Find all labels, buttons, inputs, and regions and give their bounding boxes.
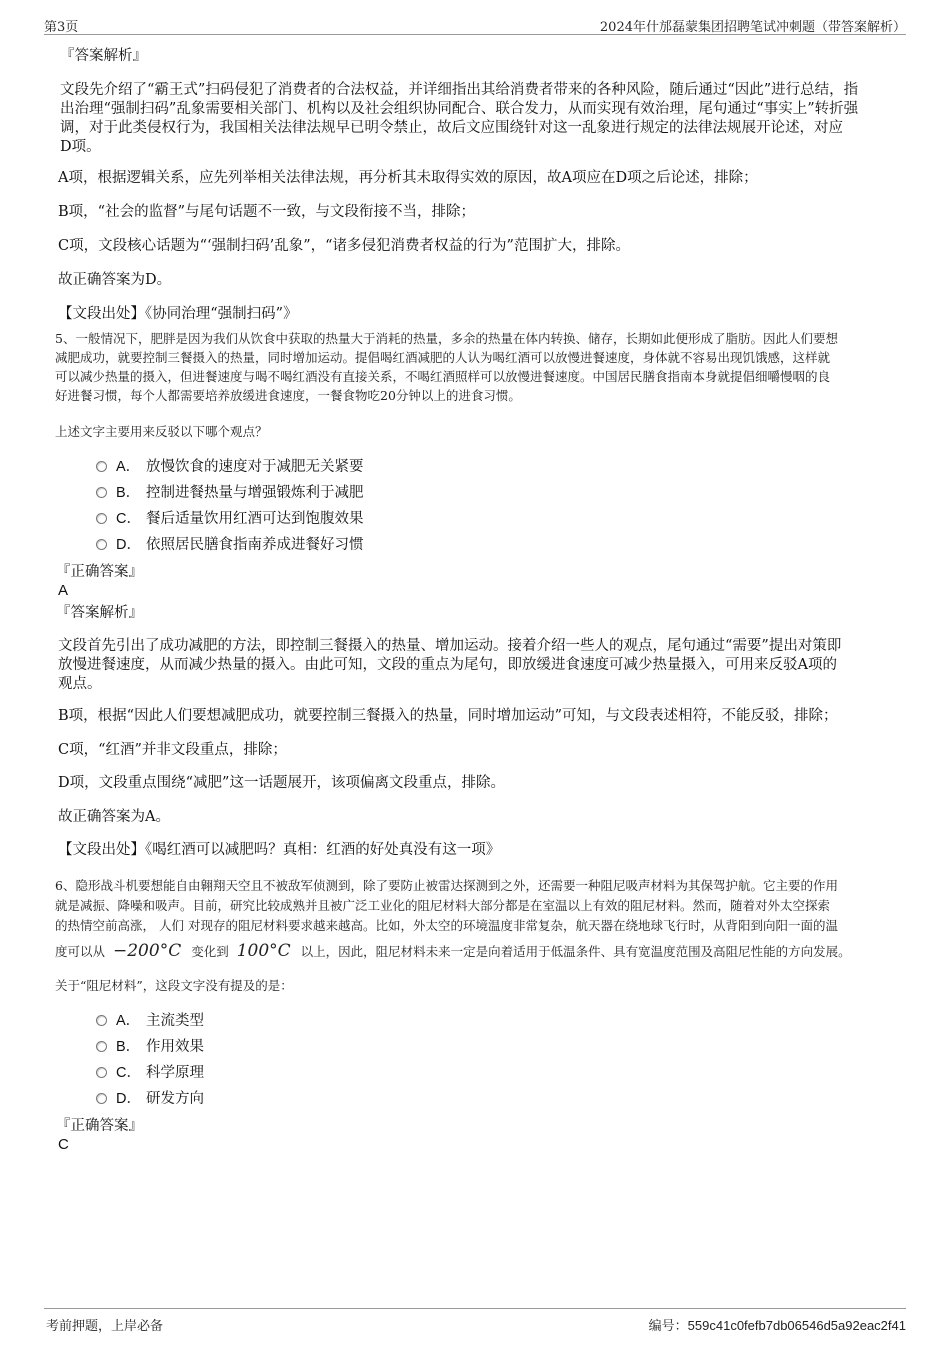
document-id: 编号：559c41c0fefb7db06546d5a92eac2f41 bbox=[648, 1318, 906, 1333]
radio-icon[interactable] bbox=[96, 513, 107, 524]
radio-icon[interactable] bbox=[96, 461, 107, 472]
prev-analysis-line-2: 出治理“强制扫码”乱象需要相关部门、机构以及社会组织协同配合、联合发力，从而实现有效治理，尾句通过“事实上”转折强 bbox=[60, 101, 859, 117]
radio-icon[interactable] bbox=[96, 487, 107, 498]
page-number: 第3页 bbox=[44, 20, 79, 35]
q5-option-a[interactable]: A． 放慢饮食的速度对于减肥无关紧要 bbox=[96, 456, 364, 478]
prev-analysis-line-3: 调，对于此类侵权行为，我国相关法律法规早已明令禁止，故后文应围绕针对这一乱象进行规定的法律法规展开论述，对应 bbox=[60, 120, 843, 136]
prev-analysis-line-4: D项。 bbox=[60, 139, 101, 155]
q5-stem-line-4: 好进餐习惯，每个人都需要培养放缓进食速度，一餐食物吃20分钟以上的进食习惯。 bbox=[55, 388, 521, 403]
q6-stem-line-1: 6、隐形战斗机要想能自由翱翔天空且不被敌军侦测到，除了要防止被雷达探测到之外，还需要一种阻尼吸声材料为其保驾护航。它主要的作用 bbox=[55, 878, 838, 893]
q5-analysis-line-3: 观点。 bbox=[58, 676, 102, 692]
q5-stem-line-3: 可以减少热量的摄入，但进餐速度与喝不喝红酒没有直接关系，不喝红酒照样可以放慢进餐速度。中国居民膳食指南本身就提倡细嚼慢咽的良 bbox=[55, 369, 831, 384]
radio-icon[interactable] bbox=[96, 1041, 107, 1052]
q6-option-a[interactable]: A． 主流类型 bbox=[96, 1010, 204, 1032]
radio-icon[interactable] bbox=[96, 1015, 107, 1026]
prev-option-b-analysis: B项，“社会的监督”与尾句话题不一致，与文段衔接不当，排除； bbox=[58, 204, 475, 220]
q6-option-d[interactable]: D． 研发方向 bbox=[96, 1088, 204, 1110]
q5-analysis-label: 『答案解析』 bbox=[56, 605, 143, 621]
math-temp-low: −200°C bbox=[113, 941, 182, 961]
prev-option-a-analysis: A项，根据逻辑关系，应先列举相关法律法规，再分析其未取得实效的原因，故A项应在D项之后论述，排除； bbox=[58, 170, 758, 186]
q5-answer-label: 『正确答案』 bbox=[56, 564, 143, 580]
q5-option-d[interactable]: D． 依照居民膳食指南养成进餐好习惯 bbox=[96, 534, 364, 556]
q6-stem-line-3: 的热情空前高涨， 人们 对现存的阻尼材料要求越来越高。比如，外太空的环境温度非常复杂，航天器在绕地球飞行时，从背阳到向阳一面的温 bbox=[55, 918, 838, 933]
prev-analysis-line-1: 文段先介绍了“霸王式”扫码侵犯了消费者的合法权益，并详细指出其给消费者带来的各种风险，随后通过“因此”进行总结，指 bbox=[60, 82, 859, 98]
q6-stem-line-4: 度可以从 −200°C 变化到 100°C 以上，因此，阻尼材料未来一定是向着适用于低温条件、具有宽温度范围及高阻尼性能的方向发展。 bbox=[55, 941, 851, 961]
q6-option-b[interactable]: B． 作用效果 bbox=[96, 1036, 204, 1058]
q6-option-c[interactable]: C． 科学原理 bbox=[96, 1062, 204, 1084]
footer-slogan: 考前押题，上岸必备 bbox=[46, 1319, 164, 1334]
page-header bbox=[44, 14, 906, 35]
prev-analysis-label: 『答案解析』 bbox=[60, 48, 147, 64]
q5-analysis-line-1: 文段首先引出了成功减肥的方法，即控制三餐摄入的热量、增加运动。接着介绍一些人的观点，尾句通过“需要”提出对策即 bbox=[58, 638, 842, 654]
radio-icon[interactable] bbox=[96, 1093, 107, 1104]
radio-icon[interactable] bbox=[96, 539, 107, 550]
prev-source: 【文段出处】《协同治理“强制扫码”》 bbox=[58, 306, 298, 322]
radio-icon[interactable] bbox=[96, 1067, 107, 1078]
prev-option-c-analysis: C项，文段核心话题为“‘强制扫码’乱象”，“诸多侵犯消费者权益的行为”范围扩大，排除。 bbox=[58, 238, 630, 254]
prev-conclusion: 故正确答案为D。 bbox=[58, 272, 172, 288]
q5-option-c-analysis: C项，“红酒”并非文段重点，排除； bbox=[58, 742, 287, 758]
q5-option-c[interactable]: C． 餐后适量饮用红酒可达到饱腹效果 bbox=[96, 508, 364, 530]
q5-source: 【文段出处】《喝红酒可以减肥吗？真相：红酒的好处真没有这一项》 bbox=[58, 842, 501, 858]
q5-answer: A bbox=[58, 582, 69, 599]
q5-conclusion: 故正确答案为A。 bbox=[58, 809, 170, 825]
q6-answer: C bbox=[58, 1136, 69, 1153]
q5-option-d-analysis: D项，文段重点围绕“减肥”这一话题展开，该项偏离文段重点，排除。 bbox=[58, 775, 505, 791]
q5-stem-line-1: 5、一般情况下，肥胖是因为我们从饮食中获取的热量大于消耗的热量，多余的热量在体内转换、储存，长期如此便形成了脂肪。因此人们要想 bbox=[55, 331, 838, 346]
document-title: 2024年什邡磊蒙集团招聘笔试冲刺题（带答案解析） bbox=[599, 20, 906, 35]
page-footer bbox=[44, 1308, 906, 1333]
q5-question: 上述文字主要用来反驳以下哪个观点？ bbox=[55, 424, 268, 439]
q5-analysis-line-2: 放慢进餐速度，从而减少热量的摄入。由此可知，文段的重点为尾句，即放缓进食速度可减少热量摄入，可用来反驳A项的 bbox=[58, 657, 837, 673]
q6-question: 关于“阻尼材料”，这段文字没有提及的是： bbox=[55, 978, 293, 993]
q6-stem-line-2: 就是减振、降噪和吸声。目前，研究比较成熟并且被广泛工业化的阻尼材料大部分都是在室温以上有效的阻尼材料。然而，随着对外太空探索 bbox=[55, 898, 831, 913]
q5-option-b[interactable]: B． 控制进餐热量与增强锻炼利于减肥 bbox=[96, 482, 364, 504]
math-temp-high: 100°C bbox=[236, 941, 291, 961]
q6-answer-label: 『正确答案』 bbox=[56, 1118, 143, 1134]
q5-option-b-analysis: B项，根据“因此人们要想减肥成功，就要控制三餐摄入的热量，同时增加运动”可知，与文段表述相符，不能反驳，排除； bbox=[58, 708, 838, 724]
q5-stem-line-2: 减肥成功，就要控制三餐摄入的热量，同时增加运动。提倡喝红酒减肥的人认为喝红酒可以放慢进餐速度，身体就不容易出现饥饿感，这样就 bbox=[55, 350, 831, 365]
